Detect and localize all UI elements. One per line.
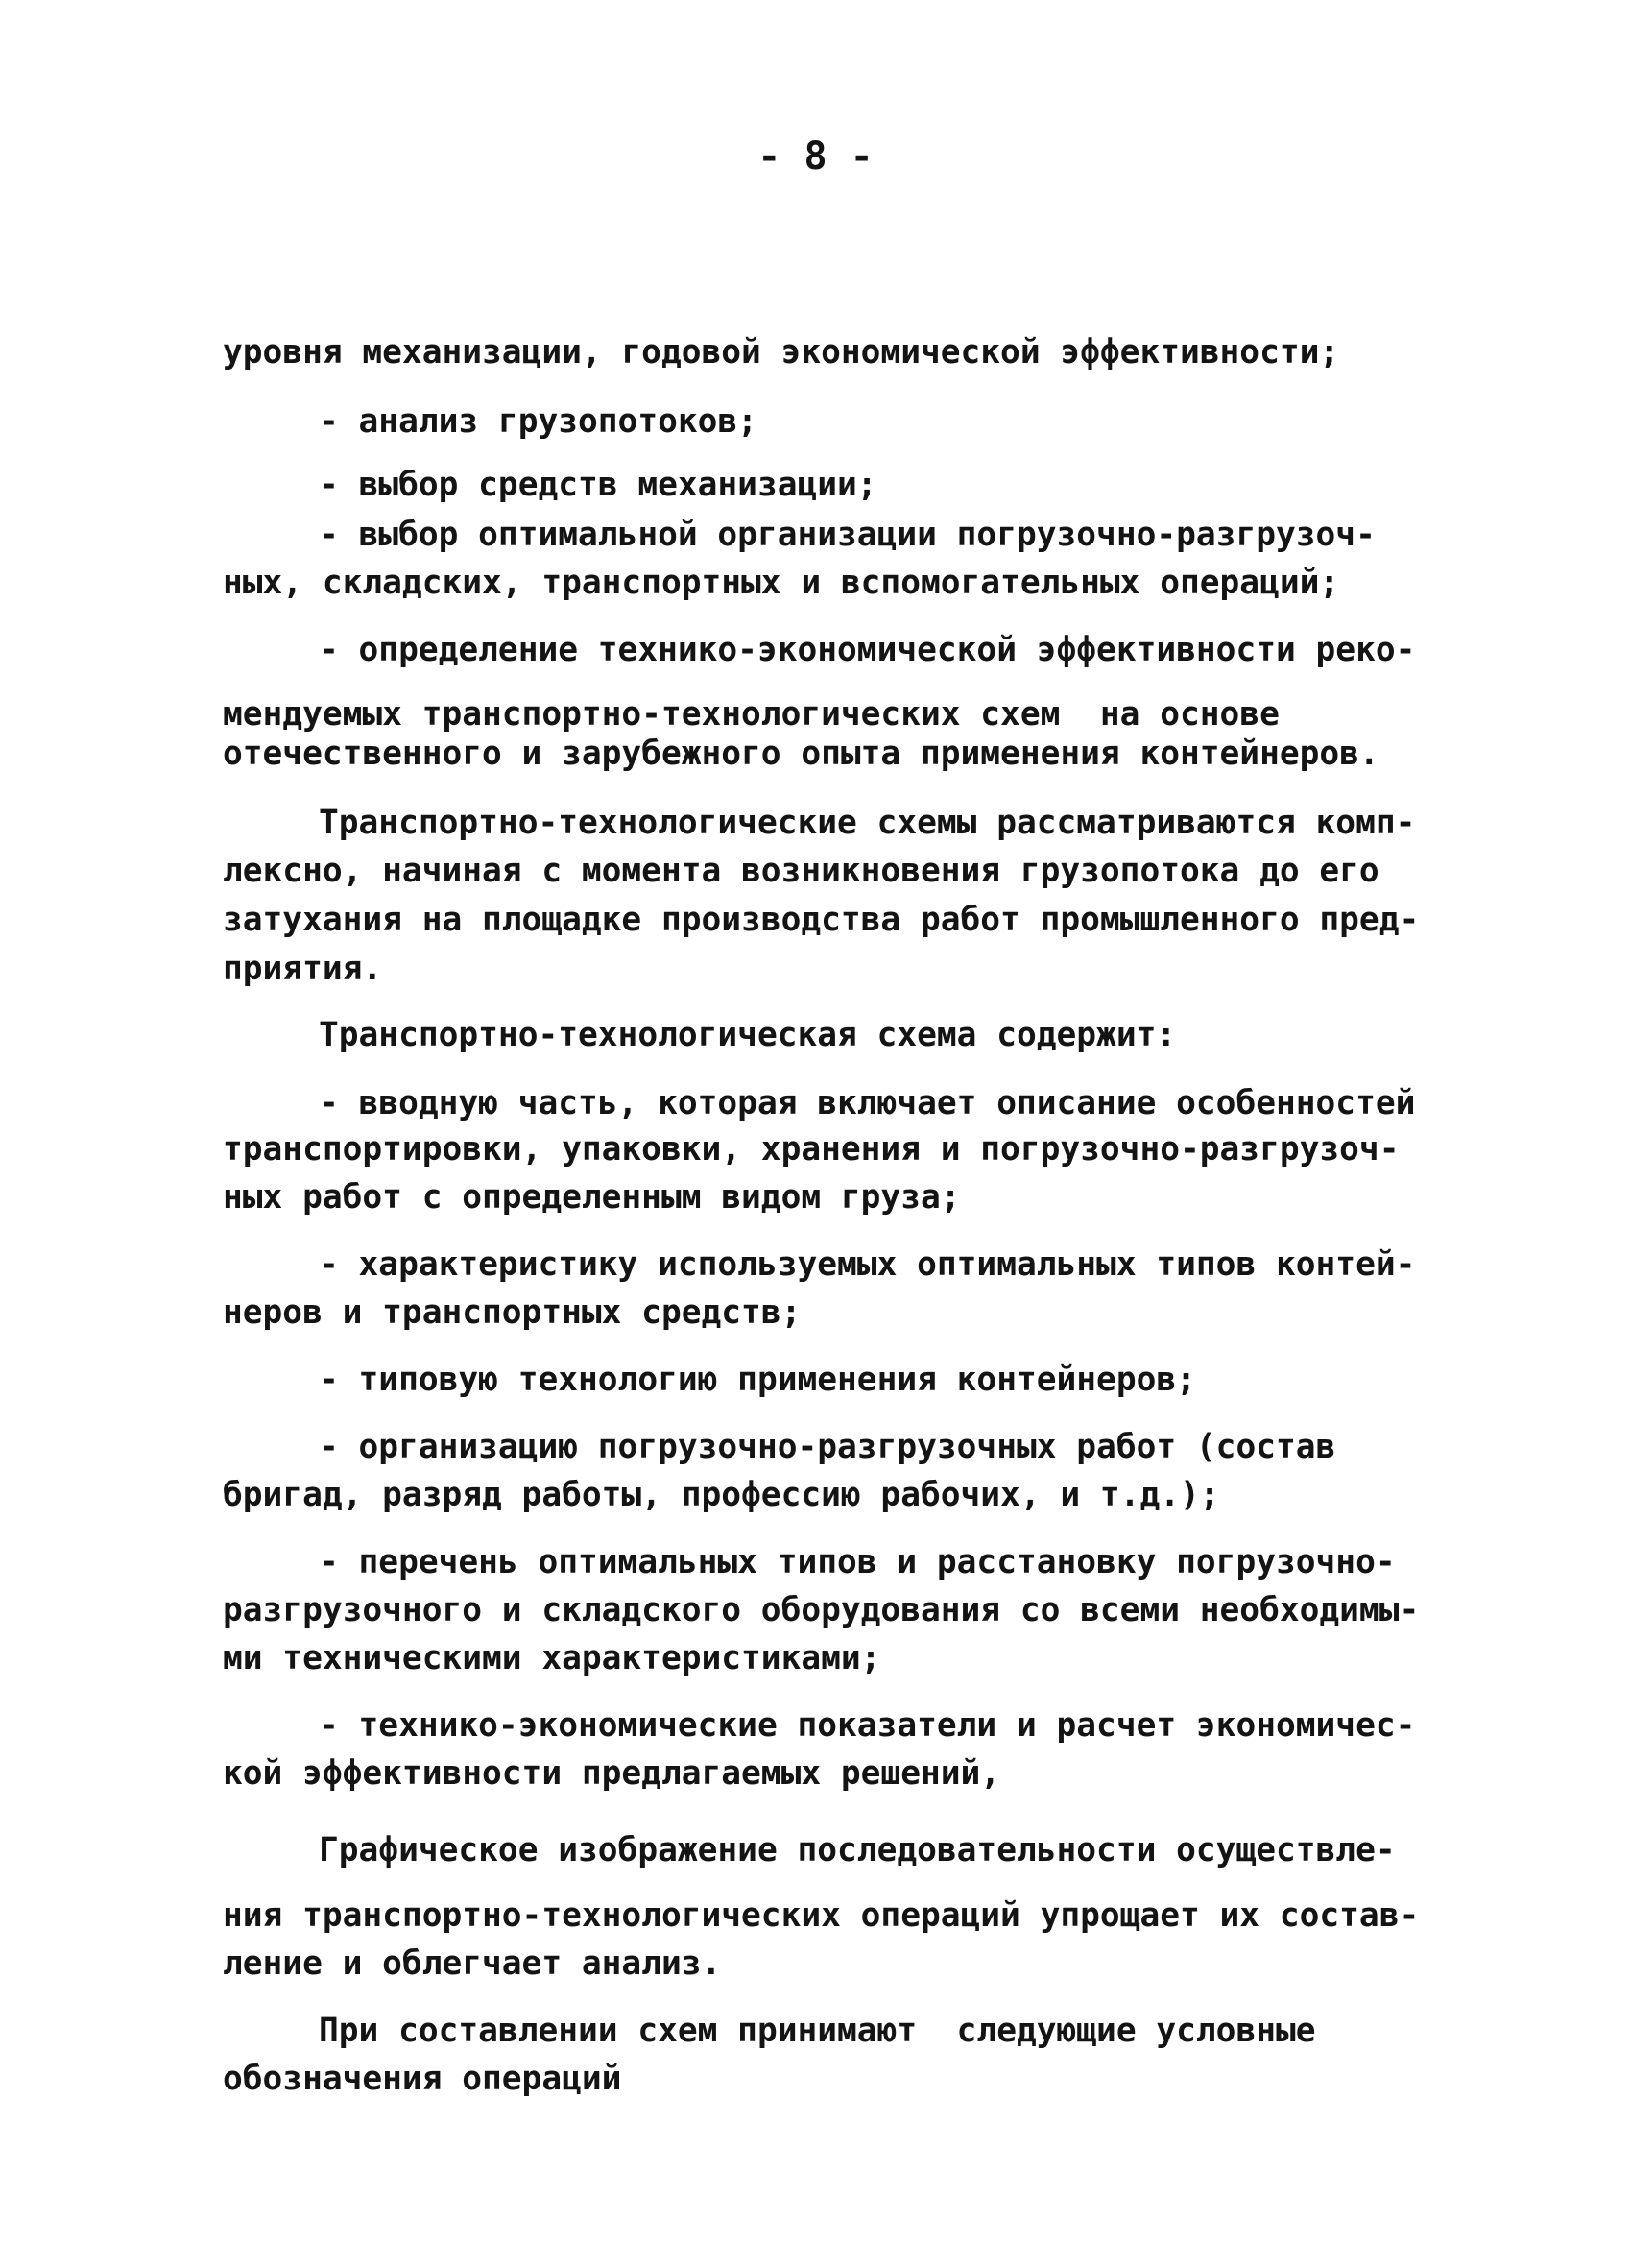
text-line: неров и транспортных средств; <box>223 1293 802 1332</box>
text-line: лексно, начиная с момента возникновения грузопотока до его <box>223 852 1379 890</box>
text-line: ление и облегчает анализ. <box>223 1944 722 1983</box>
text-line: кой эффективности предлагаемых решений, <box>223 1754 1001 1793</box>
text-line: ных работ с определенным видом груза; <box>223 1178 961 1217</box>
text-line: Транспортно-технологические схемы рассматриваются комп- <box>319 804 1416 842</box>
text-line: отечественного и зарубежного опыта применения контейнеров. <box>223 735 1379 773</box>
text-line: ния транспортно-технологических операций упрощает их состав- <box>223 1896 1420 1935</box>
text-line: обозначения операций <box>223 2060 622 2098</box>
text-line: затухания на площадке производства работ промышленного пред- <box>223 901 1420 939</box>
text-line: Транспортно-технологическая схема содержит: <box>319 1016 1177 1054</box>
text-line: - выбор оптимальной организации погрузочно-разгрузоч- <box>319 516 1376 554</box>
text-line: мендуемых транспортно-технологических схем на основе <box>223 695 1280 734</box>
text-line: - перечень оптимальных типов и расстановку погрузочно- <box>319 1543 1396 1581</box>
text-line: - определение технико-экономической эффективности реко- <box>319 631 1416 669</box>
text-line: транспортировки, упаковки, хранения и погрузочно-разгрузоч- <box>223 1130 1400 1169</box>
text-line: При составлении схем принимают следующие условные <box>319 2012 1316 2050</box>
text-line: разгрузочного и складского оборудования со всеми необходимы- <box>223 1591 1420 1629</box>
text-line: бригад, разряд работы, профессию рабочих, и т.д.); <box>223 1476 1220 1514</box>
text-line: - анализ грузопотоков; <box>319 402 757 441</box>
text-line: приятия. <box>223 950 383 988</box>
text-line: ных, складских, транспортных и вспомогательных операций; <box>223 564 1340 602</box>
text-line: ми техническими характеристиками; <box>223 1639 881 1677</box>
text-line: - характеристику используемых оптимальных типов контей- <box>319 1245 1416 1284</box>
text-line: - вводную часть, которая включает описание особенностей <box>319 1084 1416 1122</box>
page-number: - 8 - <box>757 134 874 179</box>
text-line: - выбор средств механизации; <box>319 466 877 504</box>
text-line: - организацию погрузочно-разгрузочных работ (состав <box>319 1428 1336 1466</box>
text-line: уровня механизации, годовой экономической эффективности; <box>223 333 1340 372</box>
text-line: - технико-экономические показатели и расчет экономичес- <box>319 1706 1416 1745</box>
text-line: - типовую технологию применения контейнеров; <box>319 1361 1196 1399</box>
text-line: Графическое изображение последовательности осуществле- <box>319 1831 1396 1870</box>
